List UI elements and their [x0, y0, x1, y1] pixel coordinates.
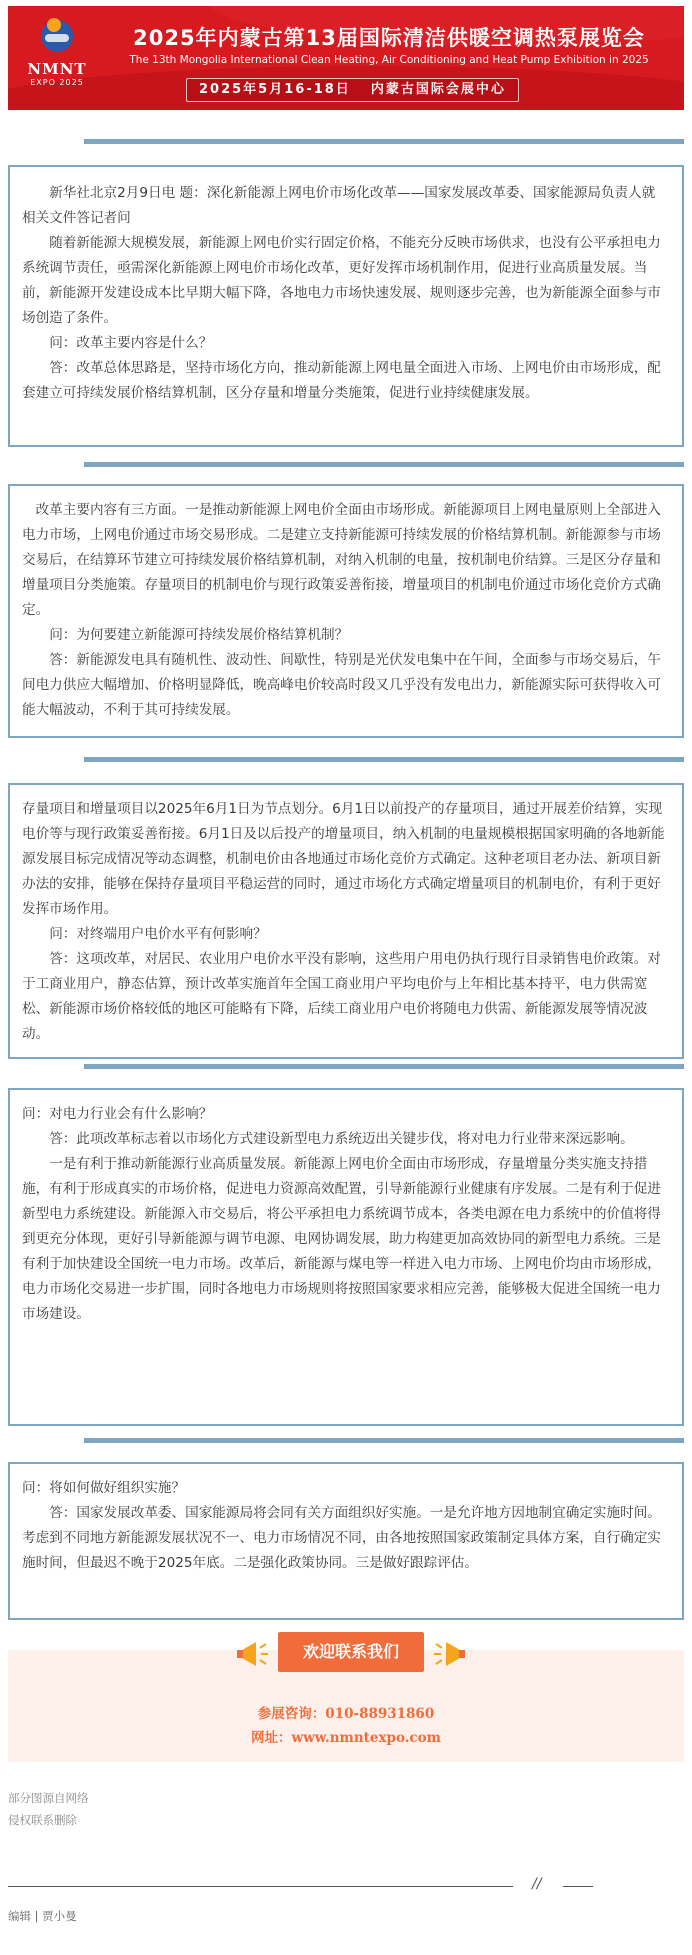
banner-subtitle: The 13th Mongolia International Clean Heating, Air Conditioning and Heat Pump Exhibition in 2025: [129, 54, 649, 66]
section-tab-bar: [84, 139, 684, 144]
banner-venue: 内蒙古国际会展中心: [370, 82, 506, 97]
answer: 答：改革总体思路是，坚持市场化方向，推动新能源上网电量全面进入市场、上网电价由市场形成，配套建立可持续发展价格结算机制，区分存量和增量分类施策，促进行业持续健康发展。: [22, 360, 661, 401]
section-tab-bar: [84, 1064, 684, 1069]
editor-credit: 编辑 | 贾小曼: [8, 1909, 77, 1923]
article-section-1: [8, 165, 684, 447]
article-section-4: [8, 1088, 684, 1426]
article-section-5: [8, 1462, 684, 1620]
footer-divider: [8, 1876, 684, 1892]
article-paragraph: 存量项目和增量项目以2025年6月1日为节点划分。6月1日以前投产的存量项目，通过开展差价结算，实现电价等与现行政策妥善衔接。6月1日及以后投产的增量项目，纳入机制的电量规模根据国家明确的各地新能源发展目标完成情况等动态调整，机制电价由各地通过市场化竞价方式确定。这种老项目老办法、新项目新办法的安排，能够在保持存量项目平稳运营的同时，通过市场化方式确定增量项目的机制电价，有利于更好发挥市场作用。: [22, 801, 665, 917]
question: 问：对电力行业会有什么影响？: [22, 1106, 213, 1122]
article-section-2: [8, 484, 684, 738]
banner-title: 2025年内蒙古第13届国际清洁供暖空调热泵展览会: [133, 26, 645, 50]
exhibition-banner: [8, 6, 684, 110]
question: 问：对终端用户电价水平有何影响？: [49, 926, 267, 942]
contact-phone: 参展咨询：010-88931860: [257, 1706, 435, 1722]
contact-website[interactable]: 网址：www.nmntexpo.com: [251, 1730, 441, 1746]
nmnt-logo: [22, 18, 92, 98]
logo-text: NMNT: [27, 60, 87, 78]
section-tab-bar: [84, 462, 684, 467]
logo-subtext: EXPO 2025: [30, 78, 84, 87]
article-paragraph: 改革主要内容有三方面。一是推动新能源上网电价全面由市场形成。新能源项目上网电量原则上全部进入电力市场，上网电价通过市场交易形成。二是建立支持新能源可持续发展的价格结算机制。新能源参与市场交易后，在结算环节建立可持续发展价格结算机制，对纳入机制的电量，按机制电价结算。三是区分存量和增量项目分类施策。存量项目的机制电价与现行政策妥善衔接，增量项目的机制电价通过市场化竞价方式确定。: [22, 502, 661, 618]
contact-us-button[interactable]: 欢迎联系我们: [278, 1632, 424, 1672]
question: 问：为何要建立新能源可持续发展价格结算机制？: [49, 627, 349, 643]
megaphone-right-icon: [432, 1636, 468, 1672]
question: 问：改革主要内容是什么？: [49, 335, 213, 351]
contact-panel: [8, 1642, 684, 1762]
banner-date: 2025年5月16-18日: [199, 82, 351, 97]
article-paragraph: 新华社北京2月9日电 题：深化新能源上网电价市场化改革——国家发展改革委、国家能源局负责人就相关文件答记者问: [22, 185, 656, 226]
answer: 答：此项改革标志着以市场化方式建设新型电力系统迈出关键步伐，将对电力行业带来深远影响。: [49, 1131, 634, 1147]
article-paragraph: 随着新能源大规模发展，新能源上网电价实行固定价格，不能充分反映市场供求，也没有公平承担电力系统调节责任，亟需深化新能源上网电价市场化改革，更好发挥市场机制作用，促进行业高质量发展。当前，新能源开发建设成本比早期大幅下降，各地电力市场快速发展、规则逐步完善，也为新能源全面参与市场创造了条件。: [22, 235, 661, 326]
section-tab-bar: [84, 1438, 684, 1443]
article-paragraph: 一是有利于推动新能源行业高质量发展。新能源上网电价全面由市场形成，存量增量分类实施支持措施，有利于形成真实的市场价格，促进电力资源高效配置，引导新能源行业健康有序发展。二是有利于促进新型电力系统建设。新能源入市交易后，将公平承担电力系统调节成本，各类电源在电力系统中的价值将得到更充分体现，更好引导新能源与调节电源、电网协调发展，助力构建更加高效协同的新型电力系统。三是有利于加快建设全国统一电力市场。改革后，新能源与煤电等一样进入电力市场、上网电价均由市场形成，电力市场化交易进一步扩围，同时各地电力市场规则将按照国家要求相应完善，能够极大促进全国统一电力市场建设。: [22, 1156, 661, 1322]
image-source-note: 部分图源自网络: [8, 1791, 89, 1805]
section-tab-bar: [84, 757, 684, 762]
answer: 答：新能源发电具有随机性、波动性、间歇性，特别是光伏发电集中在午间，全面参与市场交易后，午间电力供应大幅增加、价格明显降低，晚高峰电价较高时段又几乎没有发电出力，新能源实际可获得收入可能大幅波动，不利于其可持续发展。: [22, 652, 661, 718]
divider-slash: //: [532, 1876, 542, 1892]
logo-mark-icon: [37, 18, 77, 58]
question: 问：将如何做好组织实施？: [22, 1480, 186, 1496]
answer: 答：这项改革，对居民、农业用户电价水平没有影响，这些用户用电仍执行现行目录销售电价政策。对于工商业用户，静态估算，预计改革实施首年全国工商业用户平均电价与上年相比基本持平，电力供需宽松、新能源市场价格较低的地区可能略有下降，后续工商业用户电价将随电力供需、新能源发展等情况波动。: [22, 951, 661, 1042]
answer: 答：国家发展改革委、国家能源局将会同有关方面组织好实施。一是允许地方因地制宜确定实施时间。考虑到不同地方新能源发展状况不一、电力市场情况不同，由各地按照国家政策制定具体方案，自行确定实施时间，但最迟不晚于2025年底。二是强化政策协同。三是做好跟踪评估。: [22, 1505, 661, 1571]
copyright-note: 侵权联系删除: [8, 1813, 77, 1827]
megaphone-left-icon: [234, 1636, 270, 1672]
article-section-3: [8, 783, 684, 1059]
banner-date-venue: [186, 78, 519, 102]
